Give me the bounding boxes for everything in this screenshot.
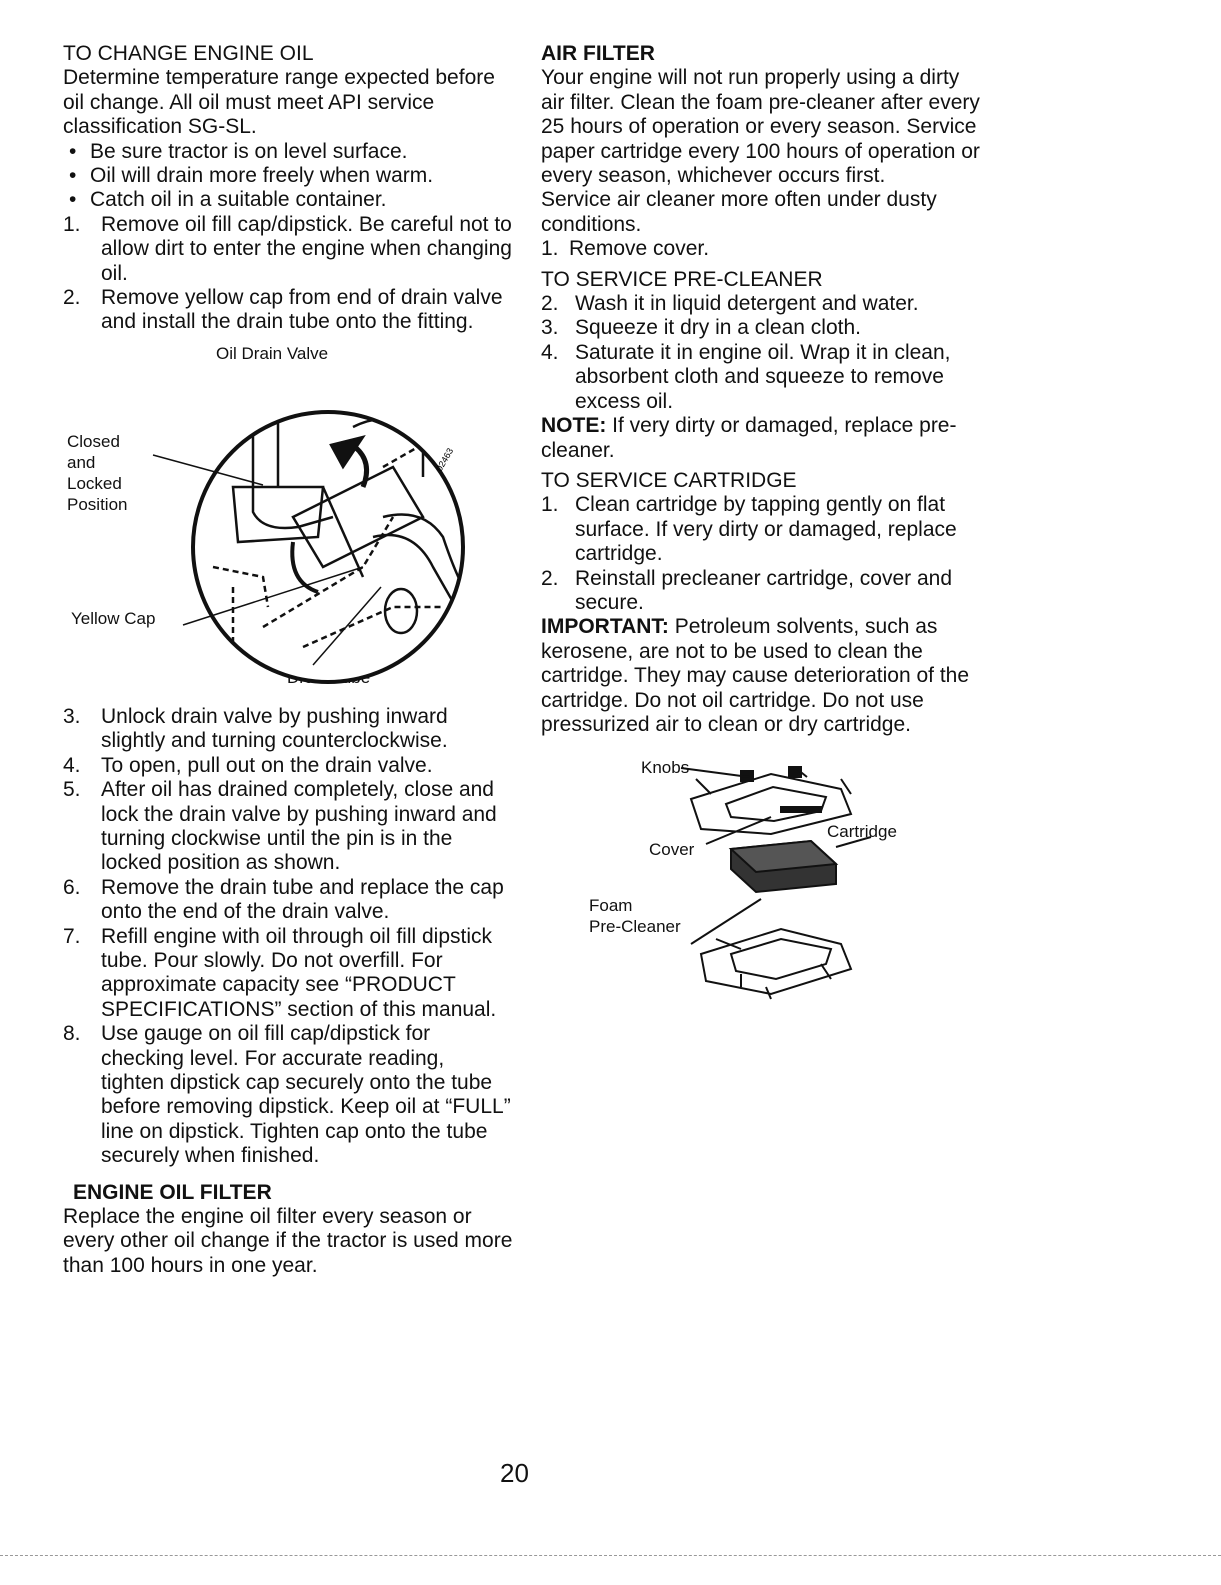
step-text: Saturate it in engine oil. Wrap it in clean, absorbent cloth and squeeze to remove excess oil. xyxy=(575,340,951,413)
step-item xyxy=(541,316,981,340)
step-text: Reinstall precleaner cartridge, cover and secure. xyxy=(575,566,953,614)
step-item xyxy=(63,925,513,1023)
bullet-item xyxy=(63,164,513,188)
part-code: 02463 xyxy=(434,446,456,473)
step-item xyxy=(63,876,513,925)
page-bottom-rule xyxy=(0,1555,1221,1556)
note-text: If very dirty or damaged, replace pre-cleaner. xyxy=(541,414,957,462)
bullet-dot: • xyxy=(69,164,77,188)
oil-filter-paragraph: Replace the engine oil filter every season or every other oil change if the tractor is used more than 100 hours in one year. xyxy=(63,1205,513,1277)
important-text: Petroleum solvents, such as kerosene, are not to be used to clean the cartridge. They may cause deterioration of the cartridge. Do not oil cartridge. Do not use pressurized air to clean or dry cartridge. xyxy=(541,615,970,736)
step-text: Refill engine with oil through oil fill dipstick tube. Pour slowly. Do not overfill. For approximate capacity see “PRODUCT SPECIFICATIONS” section of this manual. xyxy=(101,924,497,1021)
bullet-item xyxy=(63,188,513,212)
step-number: 4. xyxy=(541,340,559,364)
intro-paragraph: Determine temperature range expected before oil change. All oil must meet API service classification SG-SL. xyxy=(63,66,495,139)
bullet-dot: • xyxy=(69,188,77,212)
step-item xyxy=(541,341,981,414)
bullet-text: Oil will drain more freely when warm. xyxy=(90,164,434,188)
important-label: IMPORTANT: xyxy=(541,615,669,639)
step-number: 4. xyxy=(63,753,81,777)
bullet-item xyxy=(63,140,513,164)
step-text: After oil has drained completely, close and lock the drain valve by pushing inward and turning clockwise until the pin is in the locked position as shown. xyxy=(101,778,497,875)
step-number: 2. xyxy=(541,292,559,316)
step-text: Use gauge on oil fill cap/dipstick for checking level. For accurate reading, tighten dipstick cap securely onto the tube before removing dipstick. Keep oil at “FULL” line on dipstick. Tighten cap onto the tube securely when finished. xyxy=(101,1022,511,1168)
drain-valve-illustration xyxy=(63,367,493,687)
label-yellow-cap: Yellow Cap xyxy=(71,608,156,628)
step-item xyxy=(541,567,981,616)
step-text: To open, pull out on the drain valve. xyxy=(101,753,433,777)
step-item xyxy=(541,292,981,316)
section-heading-air-filter: AIR FILTER xyxy=(541,42,655,65)
important-paragraph xyxy=(541,615,981,737)
oil-drain-valve-figure xyxy=(63,343,513,705)
step-item xyxy=(63,213,513,286)
step-item xyxy=(541,493,981,566)
step-text: Remove the drain tube and replace the cap onto the end of the drain valve. xyxy=(101,875,504,924)
step-number: 7. xyxy=(63,924,81,948)
label-closed-locked: Closed and Locked Position xyxy=(67,431,128,514)
step-item xyxy=(63,754,513,778)
label-cartridge: Cartridge xyxy=(827,822,897,842)
step-number: 1. xyxy=(541,237,559,261)
step-item xyxy=(63,286,513,335)
left-column xyxy=(63,42,513,1278)
step-item xyxy=(63,705,513,754)
right-column xyxy=(541,42,981,1009)
step-item xyxy=(63,1022,513,1168)
bullet-text: Be sure tractor is on level surface. xyxy=(90,139,408,163)
step-number: 1. xyxy=(63,212,81,236)
bullet-dot: • xyxy=(69,139,77,163)
step-item xyxy=(63,778,513,876)
step-text: Squeeze it dry in a clean cloth. xyxy=(575,316,862,340)
step-number: 1. xyxy=(541,493,559,517)
label-knobs: Knobs xyxy=(641,758,690,778)
step-number: 3. xyxy=(541,316,559,340)
air-filter-figure xyxy=(541,749,981,1009)
bullet-text: Catch oil in a suitable container. xyxy=(90,188,387,212)
section-heading-pre-cleaner: TO SERVICE PRE-CLEANER xyxy=(541,267,823,291)
air-filter-illustration xyxy=(541,749,981,1009)
section-heading-change-oil: TO CHANGE ENGINE OIL xyxy=(63,42,314,65)
step-text: Clean cartridge by tapping gently on flat surface. If very dirty or damaged, replace cartridge. xyxy=(575,493,957,566)
step-number: 8. xyxy=(63,1022,81,1046)
step-number: 2. xyxy=(63,286,81,310)
bullet-list xyxy=(63,140,513,213)
note-label: NOTE: xyxy=(541,414,607,438)
step-text: Remove cover. xyxy=(569,237,710,261)
step-text: Remove yellow cap from end of drain valve and install the drain tube onto the fitting. xyxy=(101,286,503,334)
step-number: 6. xyxy=(63,875,81,899)
air-filter-intro2: Service air cleaner more often under dusty conditions. xyxy=(541,188,937,236)
note-paragraph xyxy=(541,414,981,463)
label-foam-pre-cleaner: Foam Pre-Cleaner xyxy=(589,896,681,937)
section-heading-oil-filter: ENGINE OIL FILTER xyxy=(73,1180,272,1204)
step-number: 2. xyxy=(541,566,559,590)
step-text: Wash it in liquid detergent and water. xyxy=(575,292,919,316)
air-filter-intro: Your engine will not run properly using a dirty air filter. Clean the foam pre-cleaner after every 25 hours of operation or every season. Service paper cartridge every 100 hours of operation or every season, whichever occurs first. xyxy=(541,66,980,188)
page-number: 20 xyxy=(500,1458,529,1488)
label-cover: Cover xyxy=(649,840,695,860)
section-heading-cartridge: TO SERVICE CARTRIDGE xyxy=(541,468,797,492)
step-item xyxy=(541,237,981,261)
step-text: Remove oil fill cap/dipstick. Be careful not to allow dirt to enter the engine when changing oil. xyxy=(101,212,512,285)
step-text: Unlock drain valve by pushing inward slightly and turning counterclockwise. xyxy=(101,704,448,753)
figure-title: Oil Drain Valve xyxy=(216,343,329,363)
step-number: 3. xyxy=(63,704,81,728)
step-number: 5. xyxy=(63,778,81,802)
